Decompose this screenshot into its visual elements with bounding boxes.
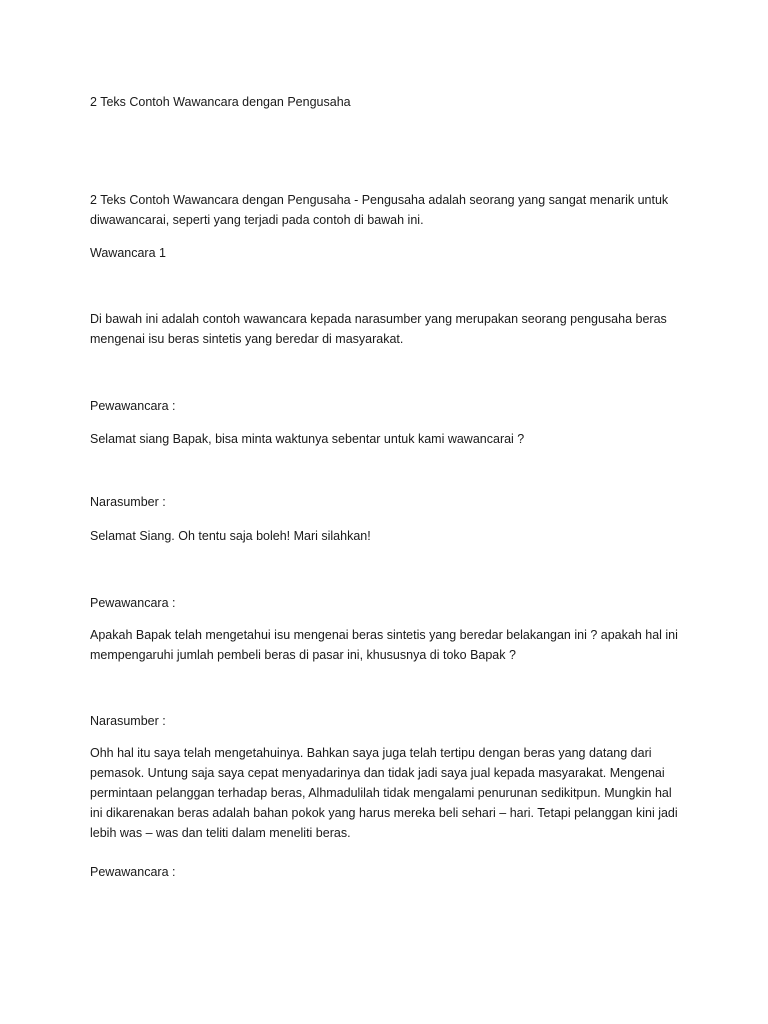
speaker-label: Pewawancara : [90,399,176,413]
dialogue-text: Apakah Bapak telah mengetahui isu mengenai beras sintetis yang beredar belakangan ini ? apakah hal ini mempengaruhi jumlah pembeli beras di pasar ini, khususnya di toko Bapak ? [90,628,678,662]
section-heading: Wawancara 1 [90,246,166,260]
speaker-label: Narasumber : [90,714,166,728]
section-intro-paragraph: Di bawah ini adalah contoh wawancara kepada narasumber yang merupakan seorang pengusaha beras mengenai isu beras sintetis yang beredar di masyarakat. [90,312,667,346]
dialogue-text: Selamat Siang. Oh tentu saja boleh! Mari silahkan! [90,529,371,543]
intro-paragraph: 2 Teks Contoh Wawancara dengan Pengusaha - Pengusaha adalah seorang yang sangat menarik untuk diwawancarai, seperti yang terjadi pada contoh di bawah ini. [90,193,669,227]
document-title: 2 Teks Contoh Wawancara dengan Pengusaha [90,95,351,109]
dialogue-text: Selamat siang Bapak, bisa minta waktunya sebentar untuk kami wawancarai ? [90,432,525,446]
speaker-label: Pewawancara : [90,596,176,610]
speaker-label: Pewawancara : [90,865,176,879]
dialogue-text: Ohh hal itu saya telah mengetahuinya. Bahkan saya juga telah tertipu dengan beras yang datang dari pemasok. Untung saja saya cepat menyadarinya dan tidak jadi saya jual kepada masyarakat. Mengenai permintaan pelanggan terhadap beras, Alhmadulilah tidak mengalami penurunan sedikitpun. Mungkin hal ini dikarenakan beras adalah bahan pokok yang harus mereka beli sehari – hari. Tetapi pelanggan kini jadi lebih was – was dan teliti dalam meneliti beras. [90,746,678,840]
speaker-label: Narasumber : [90,495,166,509]
